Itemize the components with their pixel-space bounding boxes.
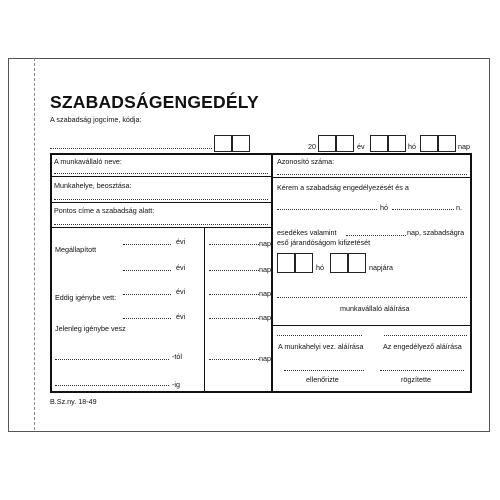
- eddig-nap-2: nap: [259, 313, 271, 322]
- code-box-2[interactable]: [232, 135, 250, 152]
- days-divider: [204, 227, 205, 393]
- esedekes-field[interactable]: [346, 235, 406, 236]
- eddig-nap-field-1[interactable]: [209, 294, 259, 295]
- eddig-nap-1: nap: [259, 289, 271, 298]
- month-box-2[interactable]: [388, 135, 406, 152]
- row-line-3: [50, 227, 272, 228]
- vez-label: A munkahelyi vez. aláírása: [278, 342, 364, 351]
- payout-month-box-2[interactable]: [295, 253, 313, 273]
- address-label: Pontos címe a szabadság alatt:: [54, 206, 155, 215]
- eddig-evi-2: évi: [176, 312, 186, 321]
- payout-day-box-2[interactable]: [348, 253, 366, 273]
- kerem-n: n.: [456, 203, 462, 212]
- jelenleg-nap: nap: [259, 354, 271, 363]
- month-unit: hó: [408, 142, 416, 151]
- right-sign-line: [273, 325, 471, 326]
- form-title: SZABADSÁGENGEDÉLY: [50, 92, 259, 112]
- jogcim-line[interactable]: [50, 148, 212, 149]
- megallapitott-nap-1: nap: [259, 239, 271, 248]
- date-prefix: 20: [308, 142, 316, 151]
- payout-day-box-1[interactable]: [330, 253, 348, 273]
- rogzitette-line[interactable]: [380, 370, 464, 371]
- eso-text: eső járandóságom kifizetését: [277, 238, 371, 247]
- row-line-1: [50, 176, 272, 177]
- tol-suffix: -tól: [172, 352, 182, 361]
- kerem-date-field[interactable]: [277, 209, 377, 210]
- tol-field[interactable]: [55, 359, 169, 360]
- engedelyezo-line[interactable]: [384, 335, 467, 336]
- workplace-label: Munkahelye, beosztása:: [54, 181, 132, 190]
- eddig-label: Eddig igénybe vett:: [55, 293, 117, 302]
- megallapitott-label: Megállapított: [55, 245, 97, 254]
- ig-field[interactable]: [55, 385, 169, 386]
- eddig-evi-1: évi: [176, 287, 186, 296]
- year-unit: év: [357, 142, 365, 151]
- megallapitott-field-1[interactable]: [123, 244, 171, 245]
- center-divider: [271, 153, 273, 393]
- name-label: A munkavállaló neve:: [54, 157, 122, 166]
- engedelyezo-label: Az engedélyező aláírása: [383, 342, 462, 351]
- payout-month-box-1[interactable]: [277, 253, 295, 273]
- day-box-1[interactable]: [420, 135, 438, 152]
- megallapitott-evi-2: évi: [176, 263, 186, 272]
- megallapitott-nap-field-2[interactable]: [209, 270, 259, 271]
- megallapitott-evi-1: évi: [176, 237, 186, 246]
- kerem-day-field[interactable]: [392, 209, 454, 210]
- ig-suffix: -ig: [172, 380, 180, 389]
- eddig-nap-field-2[interactable]: [209, 318, 259, 319]
- year-box-2[interactable]: [336, 135, 354, 152]
- name-field[interactable]: [54, 173, 268, 174]
- azonosito-field[interactable]: [277, 174, 467, 175]
- perforation-line: [34, 58, 35, 430]
- jogcim-label: A szabadság jogcíme, kódja:: [50, 115, 142, 124]
- payout-ho: hó: [316, 263, 324, 272]
- kerem-ho: hó: [380, 203, 388, 212]
- signature-label: munkavállaló aláírása: [340, 304, 410, 313]
- workplace-field[interactable]: [54, 199, 268, 200]
- rogzitette-label: rögzítette: [401, 375, 431, 384]
- code-box-1[interactable]: [214, 135, 232, 152]
- megallapitott-nap-field-1[interactable]: [209, 244, 259, 245]
- eddig-field-1[interactable]: [123, 294, 171, 295]
- vez-line[interactable]: [277, 335, 362, 336]
- megallapitott-field-2[interactable]: [123, 270, 171, 271]
- right-row-line: [273, 177, 471, 178]
- jelenleg-nap-field[interactable]: [209, 359, 259, 360]
- month-box-1[interactable]: [370, 135, 388, 152]
- esedekes-text: esedékes valamint: [277, 228, 337, 237]
- azonosito-label: Azonosító száma:: [277, 157, 335, 166]
- nap-szabadsagra: nap, szabadságra: [407, 228, 465, 237]
- megallapitott-nap-2: nap: [259, 265, 271, 274]
- ellenorizte-line[interactable]: [284, 370, 364, 371]
- signature-line[interactable]: [277, 297, 467, 298]
- kerem-text: Kérem a szabadság engedélyezését és a: [277, 183, 409, 192]
- eddig-field-2[interactable]: [123, 318, 171, 319]
- napjara: napjára: [369, 263, 393, 272]
- row-line-2: [50, 202, 272, 203]
- form-code: B.Sz.ny. 18-49: [50, 397, 97, 406]
- day-box-2[interactable]: [438, 135, 456, 152]
- ellenorizte-label: ellenőrizte: [306, 375, 339, 384]
- day-unit: nap: [458, 142, 470, 151]
- address-field[interactable]: [54, 224, 268, 225]
- year-box-1[interactable]: [318, 135, 336, 152]
- jelenleg-label: Jelenleg igénybe vesz: [55, 324, 126, 333]
